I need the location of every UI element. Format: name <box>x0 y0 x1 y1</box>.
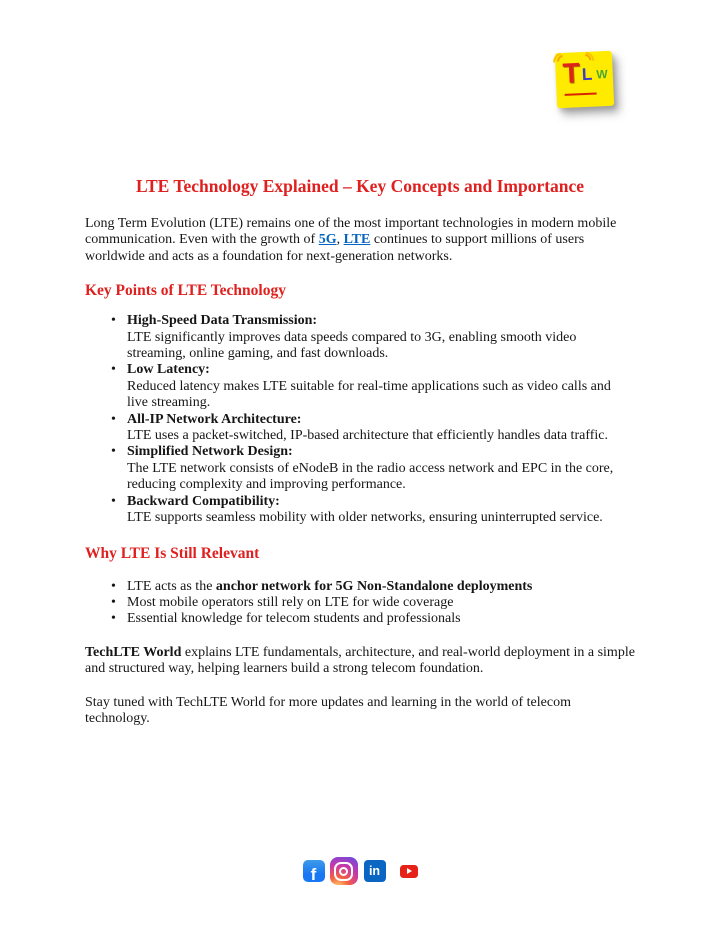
list-item-simplified-design <box>85 444 635 493</box>
intro-paragraph <box>85 216 635 265</box>
list-item-text: Essential knowledge for telecom students and professionals <box>127 611 461 627</box>
instagram-icon[interactable] <box>330 857 358 885</box>
intro-separator: , <box>336 232 344 248</box>
youtube-icon[interactable] <box>400 865 418 878</box>
facebook-glyph: f <box>310 865 317 882</box>
list-item-text: LTE acts as the <box>127 578 216 594</box>
linkedin-glyph: in <box>368 864 381 878</box>
youtube-play-triangle <box>407 868 412 874</box>
list-item-bold-text: anchor network for 5G Non-Standalone deployments <box>215 578 533 594</box>
list-item-body: LTE significantly improves data speeds compared to 3G, enabling smooth video streaming, online gaming, and fast downloads. <box>127 329 577 362</box>
link-5g[interactable]: 5G <box>318 232 337 248</box>
closing-text: explains LTE fundamentals, architecture, and real-world deployment in a simple and structured way, helping learners build a strong telecom foundation. <box>85 644 635 677</box>
link-lte[interactable]: LTE <box>343 232 371 248</box>
list-item-title: • Simplified Network Design: <box>127 444 293 460</box>
list-item-title: • Backward Compatibility: <box>127 493 280 509</box>
document-content <box>85 0 635 727</box>
list-item-essential-knowledge <box>85 611 635 627</box>
page-title: LTE Technology Explained – Key Concepts and Importance <box>135 176 585 196</box>
stay-tuned-paragraph: Stay tuned with TechLTE World for more updates and learning in the world of telecom technology. <box>85 694 571 726</box>
list-item-title: • Low Latency: <box>127 362 210 378</box>
list-item-body: Reduced latency makes LTE suitable for real-time applications such as video calls and live streaming. <box>127 378 611 411</box>
logo-letter-l: L <box>581 64 593 85</box>
logo-letter-t: T <box>562 57 581 89</box>
section-heading-relevant: Why LTE Is Still Relevant <box>85 544 260 562</box>
list-item-body: The LTE network consists of eNodeB in the radio access network and EPC in the core, reducing complexity and improving performance. <box>127 460 614 493</box>
list-item-text: Most mobile operators still rely on LTE for wide coverage <box>127 594 454 610</box>
social-links-bar <box>0 857 720 885</box>
instagram-camera-lens <box>339 867 348 876</box>
list-item-high-speed <box>85 313 635 362</box>
instagram-camera-flash-dot <box>349 864 352 867</box>
section-heading-key-points: Key Points of LTE Technology <box>85 282 286 300</box>
list-item-body: LTE uses a packet-switched, IP-based architecture that efficiently handles data traffic. <box>127 428 608 444</box>
intro-text-2: continues to support millions of users worldwide and acts as a foundation for next-generation networks. <box>85 232 585 264</box>
list-item-backward-compat <box>85 494 635 527</box>
list-item-body: LTE supports seamless mobility with older networks, ensuring uninterrupted service. <box>127 510 603 526</box>
list-item-title: • All-IP Network Architecture: <box>127 411 302 427</box>
list-item-wide-coverage <box>85 595 635 611</box>
list-item-title: • High-Speed Data Transmission: <box>127 313 318 329</box>
list-item-anchor-network <box>85 579 635 595</box>
logo-letter-w: W <box>595 66 608 82</box>
closing-paragraph <box>85 645 635 678</box>
intro-text-1: Long Term Evolution (LTE) remains one of the most important technologies in modern mobile communication. Even with the growth of <box>85 216 617 248</box>
key-points-list <box>85 313 635 526</box>
facebook-icon[interactable] <box>303 860 325 882</box>
list-item-low-latency <box>85 362 635 411</box>
linkedin-icon[interactable] <box>364 860 386 882</box>
brand-name: TechLTE World <box>85 644 182 660</box>
list-item-all-ip <box>85 412 635 445</box>
relevant-list <box>85 579 635 628</box>
